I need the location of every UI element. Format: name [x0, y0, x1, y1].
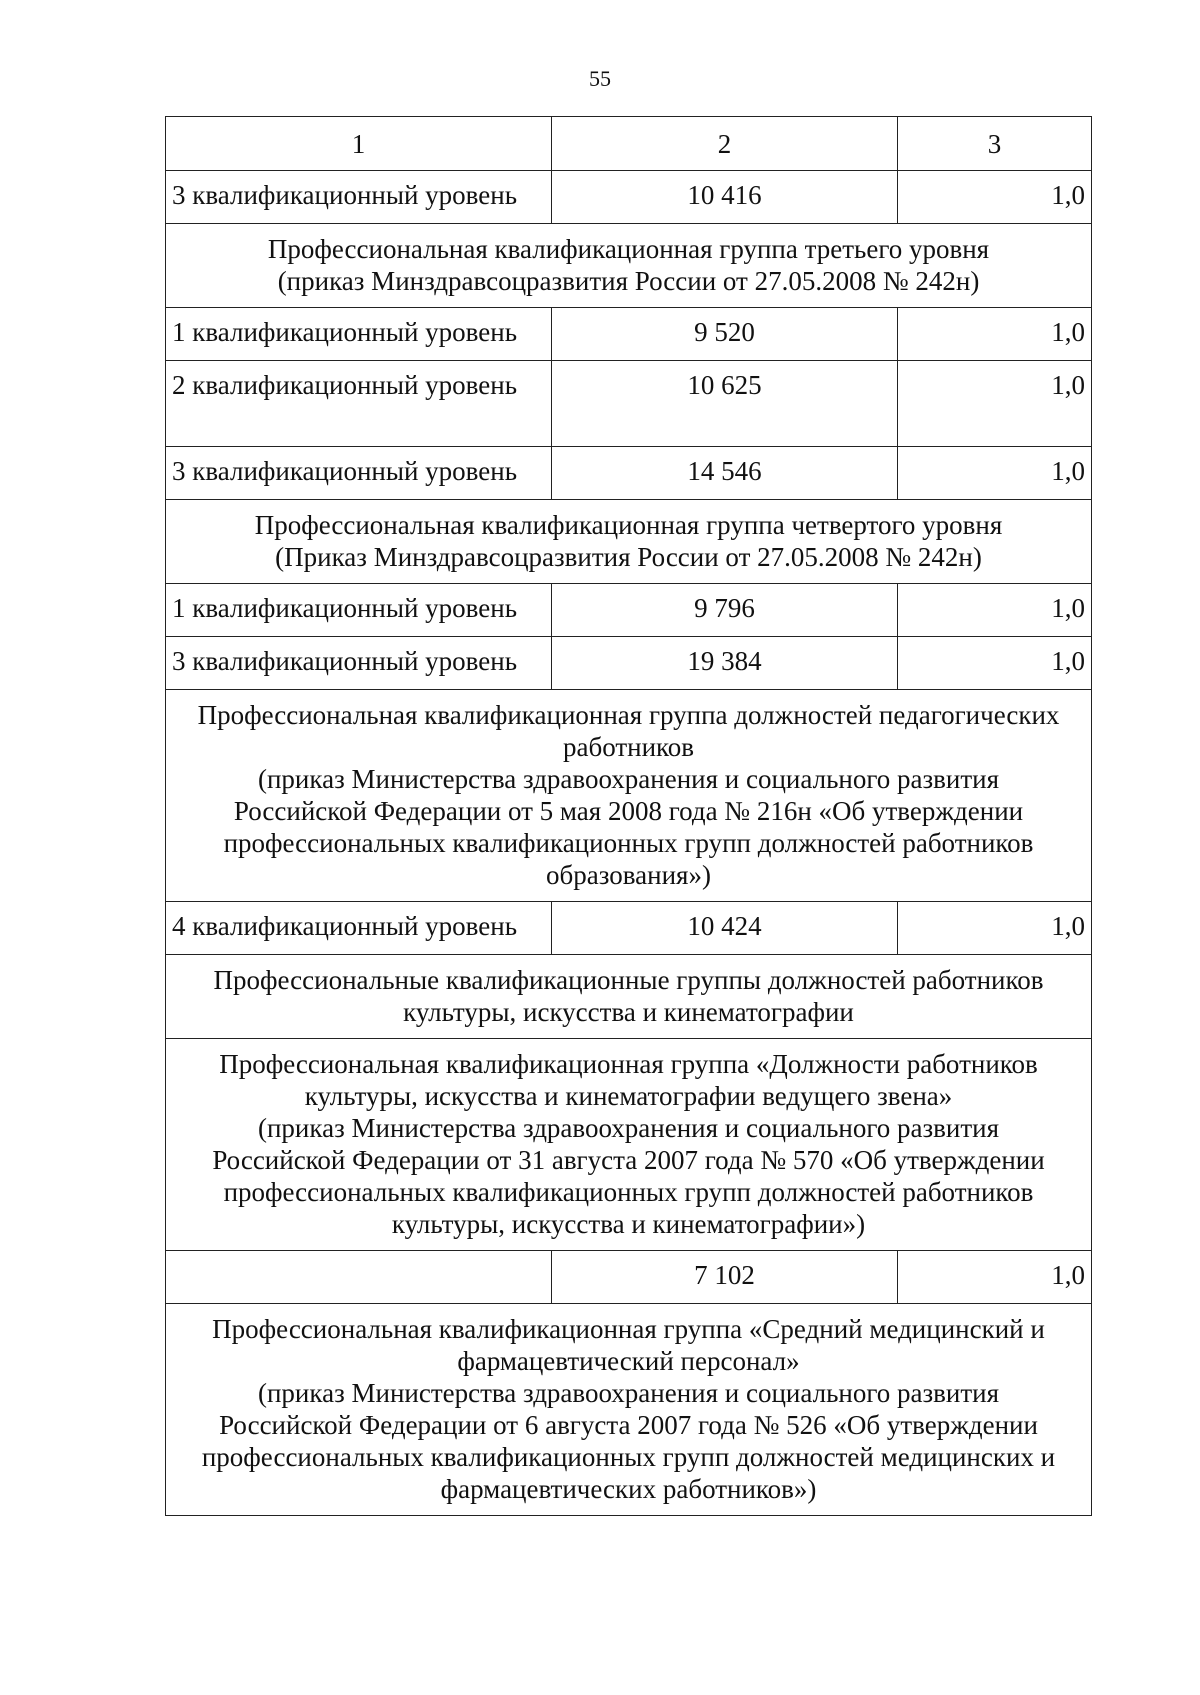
group-header-row — [166, 224, 1092, 308]
group-text-line: образования») — [546, 860, 711, 890]
table-row — [166, 171, 1092, 224]
group-header-pedagogical — [166, 690, 1092, 902]
coefficient-cell: 1,0 — [898, 1251, 1092, 1304]
coefficient-cell: 1,0 — [898, 308, 1092, 361]
group-text-line: профессиональных квалификационных групп должностей работников — [223, 1177, 1034, 1207]
salary-table — [165, 116, 1092, 1516]
page-number: 55 — [589, 66, 611, 91]
group-text-line: Российской Федерации от 6 августа 2007 года № 526 «Об утверждении — [219, 1410, 1038, 1440]
group-text-line: Российской Федерации от 31 августа 2007 года № 570 «Об утверждении — [212, 1145, 1045, 1175]
group-order: (приказ Минздравсоцразвития России от 27.05.2008 № 242н) — [277, 266, 980, 296]
column-header-1: 1 — [166, 117, 552, 171]
group-text-line: (приказ Министерства здравоохранения и социального развития — [257, 1378, 999, 1408]
level-cell: 3 квалификационный уровень — [166, 171, 552, 224]
group-text-line: профессиональных квалификационных групп должностей медицинских и — [201, 1442, 1056, 1472]
group-text-line: фармацевтических работников») — [440, 1474, 817, 1504]
group-header-row — [166, 500, 1092, 584]
group-header-culture-lead — [166, 1039, 1092, 1251]
group-header-medical — [166, 1304, 1092, 1516]
level-cell: 3 квалификационный уровень — [166, 447, 552, 500]
group-text-line: Российской Федерации от 5 мая 2008 года № 216н «Об утверждении — [233, 796, 1024, 826]
table-row — [166, 637, 1092, 690]
group-header-row — [166, 1304, 1092, 1516]
group-text-line: фармацевтический персонал» — [457, 1346, 800, 1376]
group-text-line: культуры, искусства и кинематографии — [403, 997, 854, 1027]
level-cell: 3 квалификационный уровень — [166, 637, 552, 690]
group-text-line: культуры, искусства и кинематографии») — [391, 1209, 866, 1239]
group-order: (Приказ Минздравсоцразвития России от 27.05.2008 № 242н) — [275, 542, 982, 572]
group-title: Профессиональная квалификационная группа третьего уровня — [267, 234, 990, 264]
group-text-line: профессиональных квалификационных групп должностей работников — [223, 828, 1034, 858]
level-cell: 1 квалификационный уровень — [166, 308, 552, 361]
table-row — [166, 584, 1092, 637]
column-header-3: 3 — [898, 117, 1092, 171]
group-title: Профессиональная квалификационная группа четвертого уровня — [254, 510, 1003, 540]
group-header-fourth-level — [166, 500, 1092, 584]
coefficient-cell: 1,0 — [898, 361, 1092, 447]
table-row — [166, 902, 1092, 955]
coefficient-cell: 1,0 — [898, 584, 1092, 637]
salary-cell: 9 796 — [552, 584, 898, 637]
coefficient-cell: 1,0 — [898, 902, 1092, 955]
table-row — [166, 308, 1092, 361]
group-text-line: (приказ Министерства здравоохранения и социального развития — [257, 764, 999, 794]
group-header-row — [166, 1039, 1092, 1251]
group-text-line: Профессиональные квалификационные группы должностей работников — [213, 965, 1044, 995]
table-row — [166, 1251, 1092, 1304]
level-cell: 2 квалификационный уровень — [166, 361, 552, 447]
group-header-row — [166, 955, 1092, 1039]
coefficient-cell: 1,0 — [898, 637, 1092, 690]
level-cell: 4 квалификационный уровень — [166, 902, 552, 955]
table-row — [166, 447, 1092, 500]
level-cell: 1 квалификационный уровень — [166, 584, 552, 637]
salary-cell: 10 416 — [552, 171, 898, 224]
salary-cell: 7 102 — [552, 1251, 898, 1304]
group-text-line: работников — [562, 732, 695, 762]
salary-cell: 10 625 — [552, 361, 898, 447]
group-header-row — [166, 690, 1092, 902]
group-text-line: Профессиональная квалификационная группа должностей педагогических — [197, 700, 1060, 730]
group-header-third-level — [166, 224, 1092, 308]
salary-cell: 9 520 — [552, 308, 898, 361]
group-text-line: Профессиональная квалификационная группа «Должности работников — [219, 1049, 1038, 1079]
coefficient-cell: 1,0 — [898, 171, 1092, 224]
column-header-row — [166, 117, 1092, 171]
coefficient-cell: 1,0 — [898, 447, 1092, 500]
table-row — [166, 361, 1092, 447]
level-cell — [166, 1251, 552, 1304]
group-text-line: культуры, искусства и кинематографии ведущего звена» — [304, 1081, 953, 1111]
group-text-line: (приказ Министерства здравоохранения и социального развития — [257, 1113, 999, 1143]
column-header-2: 2 — [552, 117, 898, 171]
salary-cell: 10 424 — [552, 902, 898, 955]
salary-cell: 19 384 — [552, 637, 898, 690]
salary-cell: 14 546 — [552, 447, 898, 500]
group-header-culture — [166, 955, 1092, 1039]
group-text-line: Профессиональная квалификационная группа «Средний медицинский и — [212, 1314, 1045, 1344]
